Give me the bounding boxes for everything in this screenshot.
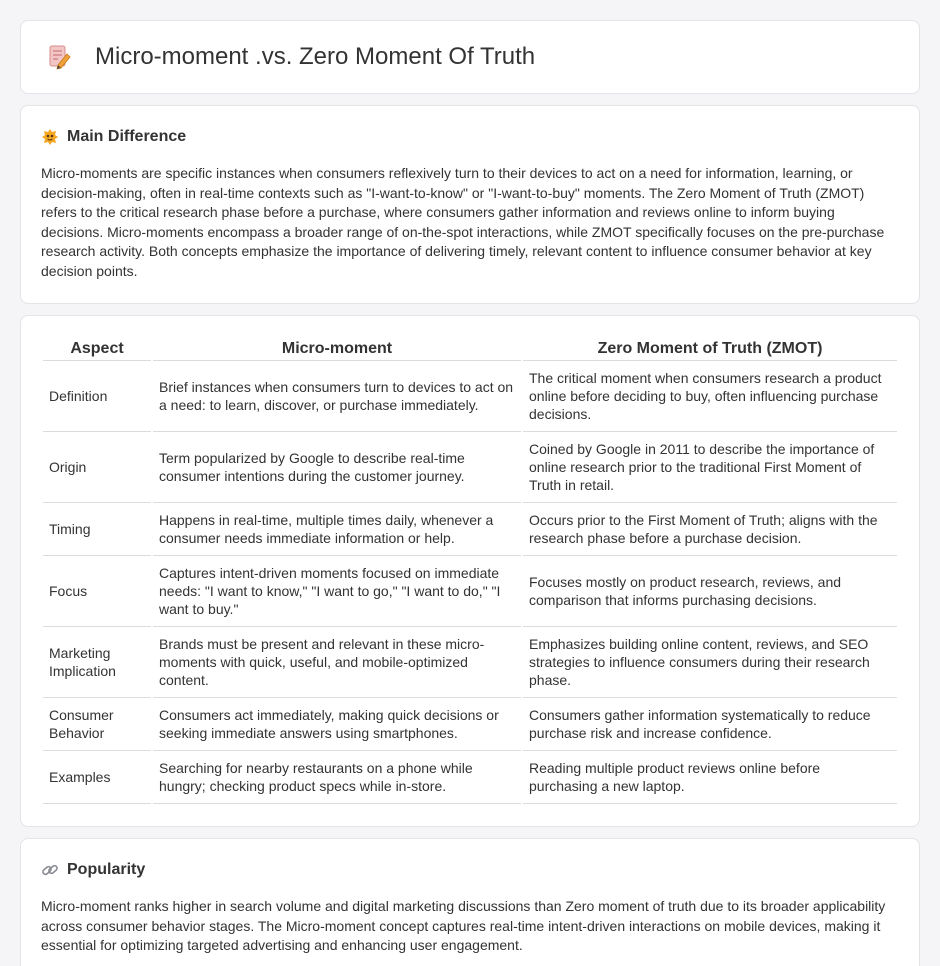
sparkle-badge-icon — [41, 128, 59, 146]
page-title: Micro-moment .vs. Zero Moment Of Truth — [95, 43, 536, 70]
zmot-cell: Emphasizes building online content, reviews, and SEO strategies to influence consumers during their research phase. — [523, 627, 897, 698]
micro-moment-cell: Captures intent-driven moments focused on immediate needs: "I want to know," "I want to go," "I want to do," "I want to buy." — [153, 556, 521, 627]
micro-moment-cell: Brief instances when consumers turn to devices to act on a need: to learn, discover, or purchase immediately. — [153, 361, 521, 432]
comparison-table — [41, 338, 899, 804]
popularity-text: Micro-moment ranks higher in search volume and digital marketing discussions than Zero moment of truth due to its broader applicability across consumer behavior stages. The Micro-moment concept captures real-time intent-driven interactions on mobile devices, making it essential for optimizing targeted advertising and enhancing user engagement. — [41, 898, 886, 953]
aspect-cell: Focus — [43, 556, 151, 627]
header-zmot: Zero Moment of Truth (ZMOT) — [523, 338, 897, 361]
main-difference-title: Main Difference — [67, 128, 187, 145]
micro-moment-cell: Term popularized by Google to describe real-time consumer intentions during the customer journey. — [153, 432, 521, 503]
micro-moment-cell: Brands must be present and relevant in these micro-moments with quick, useful, and mobile-optimized content. — [153, 627, 521, 698]
aspect-cell: Marketing Implication — [43, 627, 151, 698]
micro-moment-cell: Searching for nearby restaurants on a phone while hungry; checking product specs while in-store. — [153, 751, 521, 804]
zmot-cell: The critical moment when consumers research a product online before deciding to buy, often influencing purchase decisions. — [523, 361, 897, 432]
main-difference-text: Micro-moments are specific instances when consumers reflexively turn to their devices to act on a need for information, learning, or decision-making, often in real-time contexts such as "I-want-to-know" or "I-want-to-buy" moments. The Zero Moment of Truth (ZMOT) refers to the critical research phase before a purchase, where consumers gather information and reviews online to inform buying decisions. Micro-moments encompass a broader range of on-the-spot interactions, while ZMOT specifically focuses on the pre-purchase research activity. Both concepts emphasize the importance of delivering timely, relevant content to influence consumer behavior at key decision points. — [41, 165, 885, 279]
table-row — [43, 432, 897, 503]
table-row — [43, 556, 897, 627]
table-row — [43, 627, 897, 698]
micro-moment-cell: Consumers act immediately, making quick decisions or seeking immediate answers using smartphones. — [153, 698, 521, 751]
document-pen-icon — [45, 43, 73, 71]
zmot-cell: Coined by Google in 2011 to describe the importance of online research prior to the traditional First Moment of Truth in retail. — [523, 432, 897, 503]
zmot-cell: Focuses mostly on product research, reviews, and comparison that informs purchasing decisions. — [523, 556, 897, 627]
micro-moment-cell: Happens in real-time, multiple times daily, whenever a consumer needs immediate information or help. — [153, 503, 521, 556]
link-icon — [41, 861, 59, 879]
main-difference-header — [41, 128, 899, 146]
aspect-cell: Consumer Behavior — [43, 698, 151, 751]
table-row — [43, 698, 897, 751]
popularity-section — [20, 838, 920, 966]
table-header-row — [43, 338, 897, 361]
aspect-cell: Definition — [43, 361, 151, 432]
table-row — [43, 361, 897, 432]
aspect-cell: Origin — [43, 432, 151, 503]
table-row — [43, 503, 897, 556]
popularity-header — [41, 861, 899, 879]
title-card — [20, 20, 920, 94]
aspect-cell: Timing — [43, 503, 151, 556]
aspect-cell: Examples — [43, 751, 151, 804]
comparison-table-card — [20, 315, 920, 827]
header-aspect: Aspect — [43, 338, 151, 361]
main-difference-section — [20, 105, 920, 304]
zmot-cell: Consumers gather information systematically to reduce purchase risk and increase confidence. — [523, 698, 897, 751]
popularity-title: Popularity — [67, 861, 146, 878]
zmot-cell: Occurs prior to the First Moment of Truth; aligns with the research phase before a purchase decision. — [523, 503, 897, 556]
table-row — [43, 751, 897, 804]
zmot-cell: Reading multiple product reviews online before purchasing a new laptop. — [523, 751, 897, 804]
header-micro-moment: Micro-moment — [153, 338, 521, 361]
